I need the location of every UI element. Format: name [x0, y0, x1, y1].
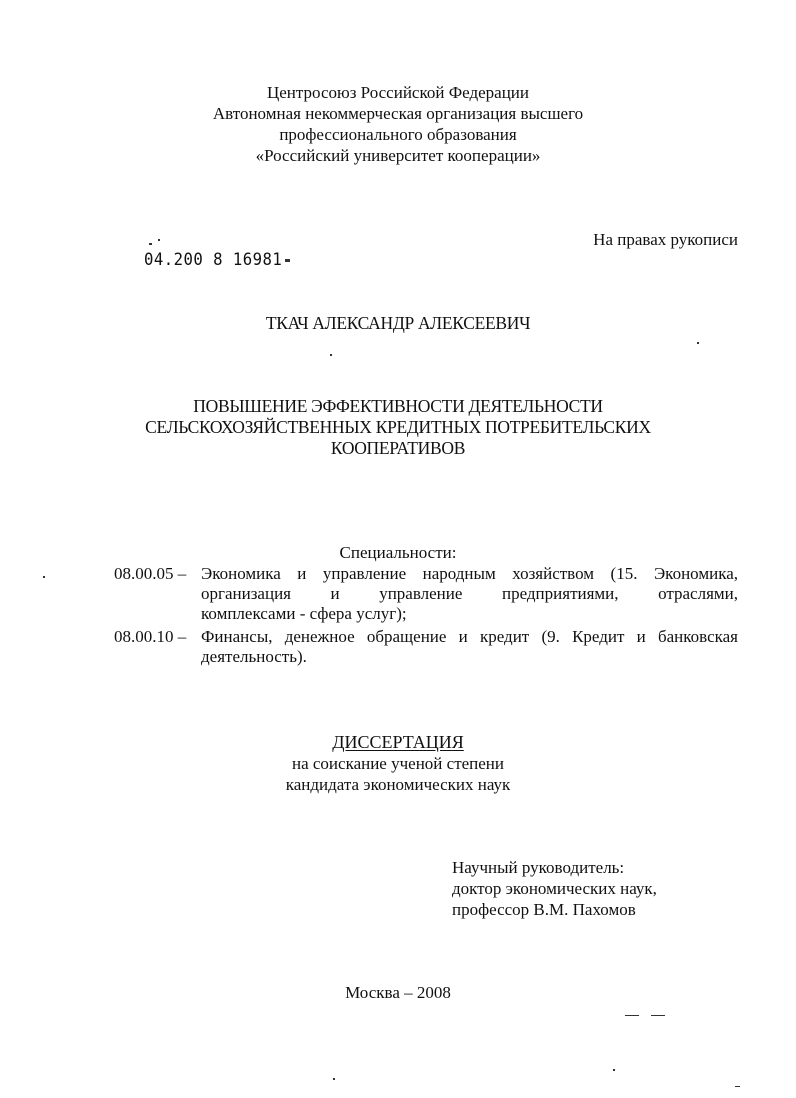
scan-speck: [735, 1086, 740, 1087]
specialty-item: [114, 627, 738, 669]
scan-mark: [625, 1015, 639, 1016]
scan-speck: [43, 576, 45, 578]
specialty-line: деятельность).: [201, 647, 307, 666]
specialty-description: [201, 627, 738, 667]
manuscript-note: На правах рукописи: [593, 230, 738, 249]
supervisor-label: Научный руководитель:: [452, 858, 625, 877]
specialty-description: [201, 564, 738, 624]
stamp-mark: [149, 243, 152, 245]
work-type-title: [0, 732, 796, 753]
author-name: ТКАЧ АЛЕКСАНДР АЛЕКСЕЕВИЧ: [265, 313, 531, 333]
work-type-line-2: кандидата экономических наук: [285, 775, 511, 794]
specialties-heading: Специальности:: [339, 543, 457, 562]
institution-line-3: профессионального образования: [279, 125, 517, 144]
stamp-mark: [285, 259, 290, 262]
stamp-mark: [158, 239, 160, 241]
specialty-code: 08.00.10 –: [114, 627, 187, 646]
scan-speck: [333, 1078, 335, 1080]
work-type-title-text: ДИССЕРТАЦИЯ: [332, 732, 464, 752]
scan-mark: [651, 1015, 665, 1016]
specialty-line: организация и управление предприятиями, отраслями,: [201, 584, 738, 603]
dissertation-title-line-2: СЕЛЬСКОХОЗЯЙСТВЕННЫХ КРЕДИТНЫХ ПОТРЕБИТЕЛЬСКИХ: [145, 417, 651, 437]
scan-speck: [697, 342, 699, 344]
specialty-code: 08.00.05 –: [114, 564, 187, 583]
scan-speck: [613, 1069, 615, 1071]
specialty-line: комплексами - сфера услуг);: [201, 604, 407, 623]
dissertation-title-line-3: КООПЕРАТИВОВ: [330, 438, 466, 458]
specialty-item: [114, 564, 738, 624]
institution-line-2: Автономная некоммерческая организация высшего: [212, 104, 584, 123]
institution-line-1: Центросоюз Российской Федерации: [266, 83, 529, 102]
institution-line-4: «Российский университет кооперации»: [255, 146, 541, 165]
supervisor-name: профессор В.М. Пахомов: [452, 900, 636, 919]
supervisor-degree: доктор экономических наук,: [452, 879, 657, 898]
library-stamp: 04.200 8 16981: [144, 250, 283, 270]
dissertation-title-line-1: ПОВЫШЕНИЕ ЭФФЕКТИВНОСТИ ДЕЯТЕЛЬНОСТИ: [193, 396, 603, 416]
specialty-line: Финансы, денежное обращение и кредит (9. Кредит и банковская: [201, 627, 738, 646]
place-year: Москва – 2008: [345, 983, 451, 1002]
work-type-line-1: на соискание ученой степени: [291, 754, 505, 773]
specialty-line: Экономика и управление народным хозяйством (15. Экономика,: [201, 564, 738, 583]
scan-speck: [330, 354, 332, 356]
